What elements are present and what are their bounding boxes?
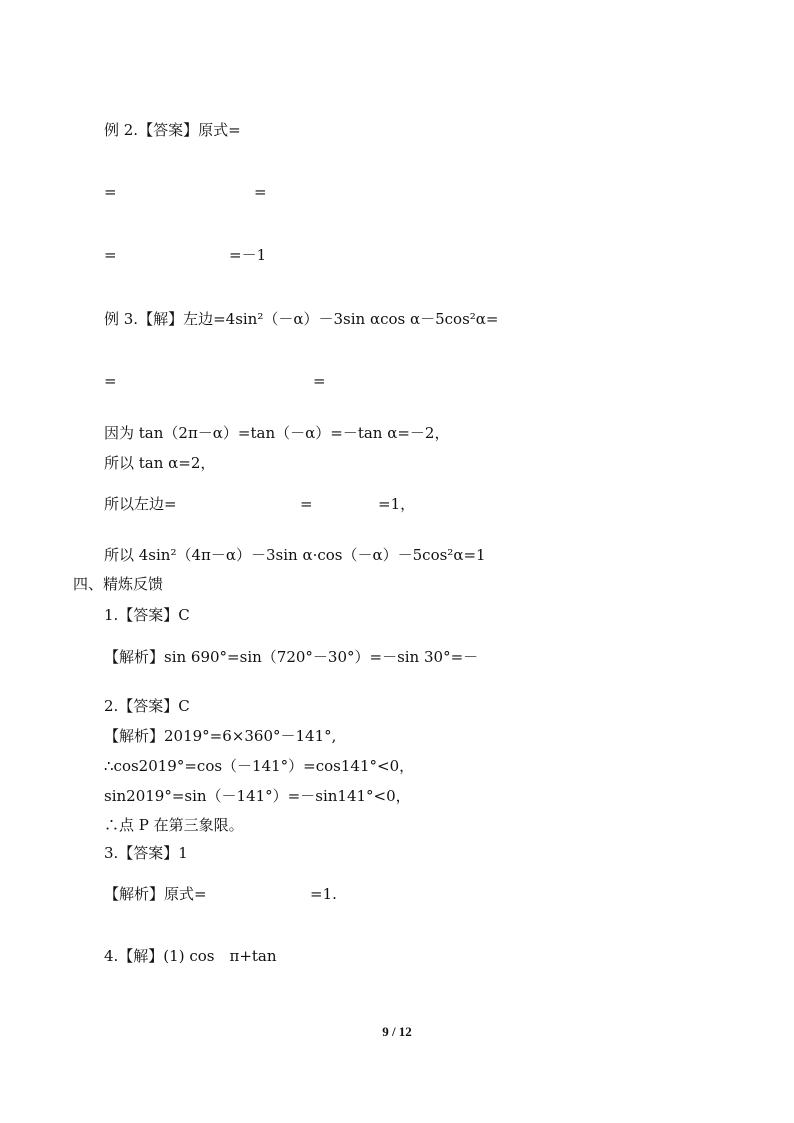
question-2-explanation-1: 【解析】2019°=6×360°－141°, [104,727,337,745]
section-heading: 四、精炼反馈 [73,575,164,593]
conclusion-line: 所以 4sin²（4π－α）－3sin α·cos（－α）－5cos²α=1 [104,546,486,564]
question-1-explanation: 【解析】sin 690°=sin（720°－30°）=－sin 30°=－ [104,648,479,666]
therefore-tan-line: 所以 tan α=2， [104,454,216,472]
question-3-explanation: 【解析】原式= [104,885,207,903]
question-4-solution: 4.【解】(1) cos π+tan [104,947,277,965]
example-3-line: 例 3.【解】左边=4sin²（－α）－3sin αcos α－5cos²α= [104,310,499,328]
equals-sign: = [104,183,117,201]
question-1-answer: 1.【答案】C [104,606,190,624]
left-side-line: 所以左边= [104,495,177,513]
question-2-explanation-4: ∴点 P 在第三象限。 [104,816,244,834]
result-minus-one: =－1 [229,246,267,264]
equals-sign: = [104,372,117,390]
question-2-answer: 2.【答案】C [104,697,190,715]
because-line: 因为 tan（2π－α）=tan（－α）=－tan α=－2， [104,424,450,442]
equals-sign: = [300,495,313,513]
result-one: =1. [310,885,337,903]
example-2-line: 例 2.【答案】原式= [104,121,241,139]
question-2-explanation-3: sin2019°=sin（－141°）=－sin141°<0， [104,787,411,805]
question-2-explanation-2: ∴cos2019°=cos（－141°）=cos141°<0， [104,757,415,775]
result-one: =1， [378,495,416,513]
equals-sign: = [104,246,117,264]
equals-sign: = [313,372,326,390]
equals-sign: = [254,183,267,201]
question-3-answer: 3.【答案】1 [104,844,188,862]
page-number: 9 / 12 [382,1024,412,1039]
